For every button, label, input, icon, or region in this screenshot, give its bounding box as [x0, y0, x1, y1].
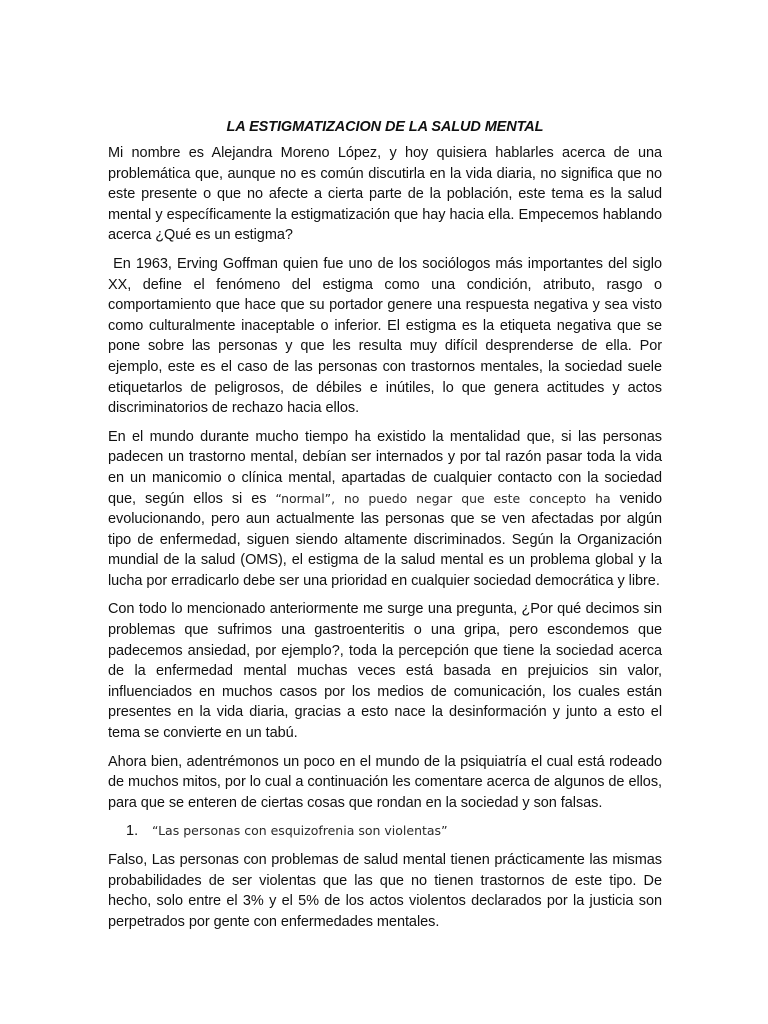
paragraph-myths-intro: Ahora bien, adentrémonos un poco en el mundo de la psiquiatría el cual está rodeado de muchos mitos, por lo cual a continuación les comentare acerca de algunos de ellos, para que se enteren de ciertas cosas que rondan en la sociedad y son falsas. — [108, 753, 662, 811]
list-number: 1. — [126, 823, 139, 840]
paragraph-history — [108, 427, 662, 592]
paragraph-history-end: venido evolucionando, pero aun actualmente las personas que se ven afectadas por algún tipo de enfermedad, siguen siendo altamente discriminados. Según la Organización mundial de la salud (OMS), el estigma de la salud mental es un problema global y la lucha por erradicarlo debe ser una prioridad en cualquier sociedad democrática y libre. — [108, 490, 662, 589]
document-title: LA ESTIGMATIZACION DE LA SALUD MENTAL — [226, 119, 544, 135]
list-item — [108, 821, 662, 842]
paragraph-history-alt-font: “normal”, no puedo negar que este concepto ha — [275, 490, 611, 506]
paragraph-myth-answer: Falso, Las personas con problemas de salud mental tienen prácticamente las mismas probabilidades de ser violentas que las que no tienen trastornos de este tipo. De hecho, solo entre el 3% y el 5% de los actos violentos declarados por la justicia son perpetrados por gente con enfermedades mentales. — [108, 852, 662, 930]
paragraph-goffman: En 1963, Erving Goffman quien fue uno de los sociólogos más importantes del siglo XX, define el fenómeno del estigma como una condición, atributo, rasgo o comportamiento que hace que su portador genere una respuesta negativa y sea visto como culturalmente inaceptable o inferior. El estigma es la etiqueta negativa que se pone sobre las personas y que les resulta muy difícil desprenderse de ella. Por ejemplo, este es el caso de las personas con trastornos mentales, la sociedad suele etiquetarlos de peligrosos, de débiles e inútiles, lo que genera actitudes y actos discriminatorios de rechazo hacia ellos. — [108, 255, 666, 417]
paragraph-intro: Mi nombre es Alejandra Moreno López, y hoy quisiera hablarles acerca de una problemática que, aunque no es común discutirla en la vida diaria, no significa que no este presente o que no afecte a cierta parte de la población, este tema es la salud mental y específicamente la estigmatización que hay hacia ella. Empecemos hablando acerca ¿Qué es un estigma? — [108, 145, 662, 244]
document-body — [108, 118, 666, 940]
list-text: “Las personas con esquizofrenia son violentas” — [152, 823, 448, 839]
paragraph-history-start: En el mundo durante mucho tiempo ha existido la mentalidad que, si las personas padecen un trastorno mental, debían ser internados y por tal razón pasar toda la vida en un manicomio o clínica mental, apartadas de cualquier contacto con la sociedad que, según ellos si es — [108, 428, 662, 507]
paragraph-question: Con todo lo mencionado anteriormente me surge una pregunta, ¿Por qué decimos sin problemas que sufrimos una gastroenteritis o una gripa, pero escondemos que padecemos ansiedad, por ejemplo?, toda la percepción que tiene la sociedad acerca de la enfermedad mental muchas veces está basada en prejuicios sin valor, influenciados en muchos casos por los medios de comunicación, los cuales están presentes en la vida diaria, gracias a esto nace la desinformación y junto a esto el tema se convierte en un tabú. — [108, 601, 662, 742]
